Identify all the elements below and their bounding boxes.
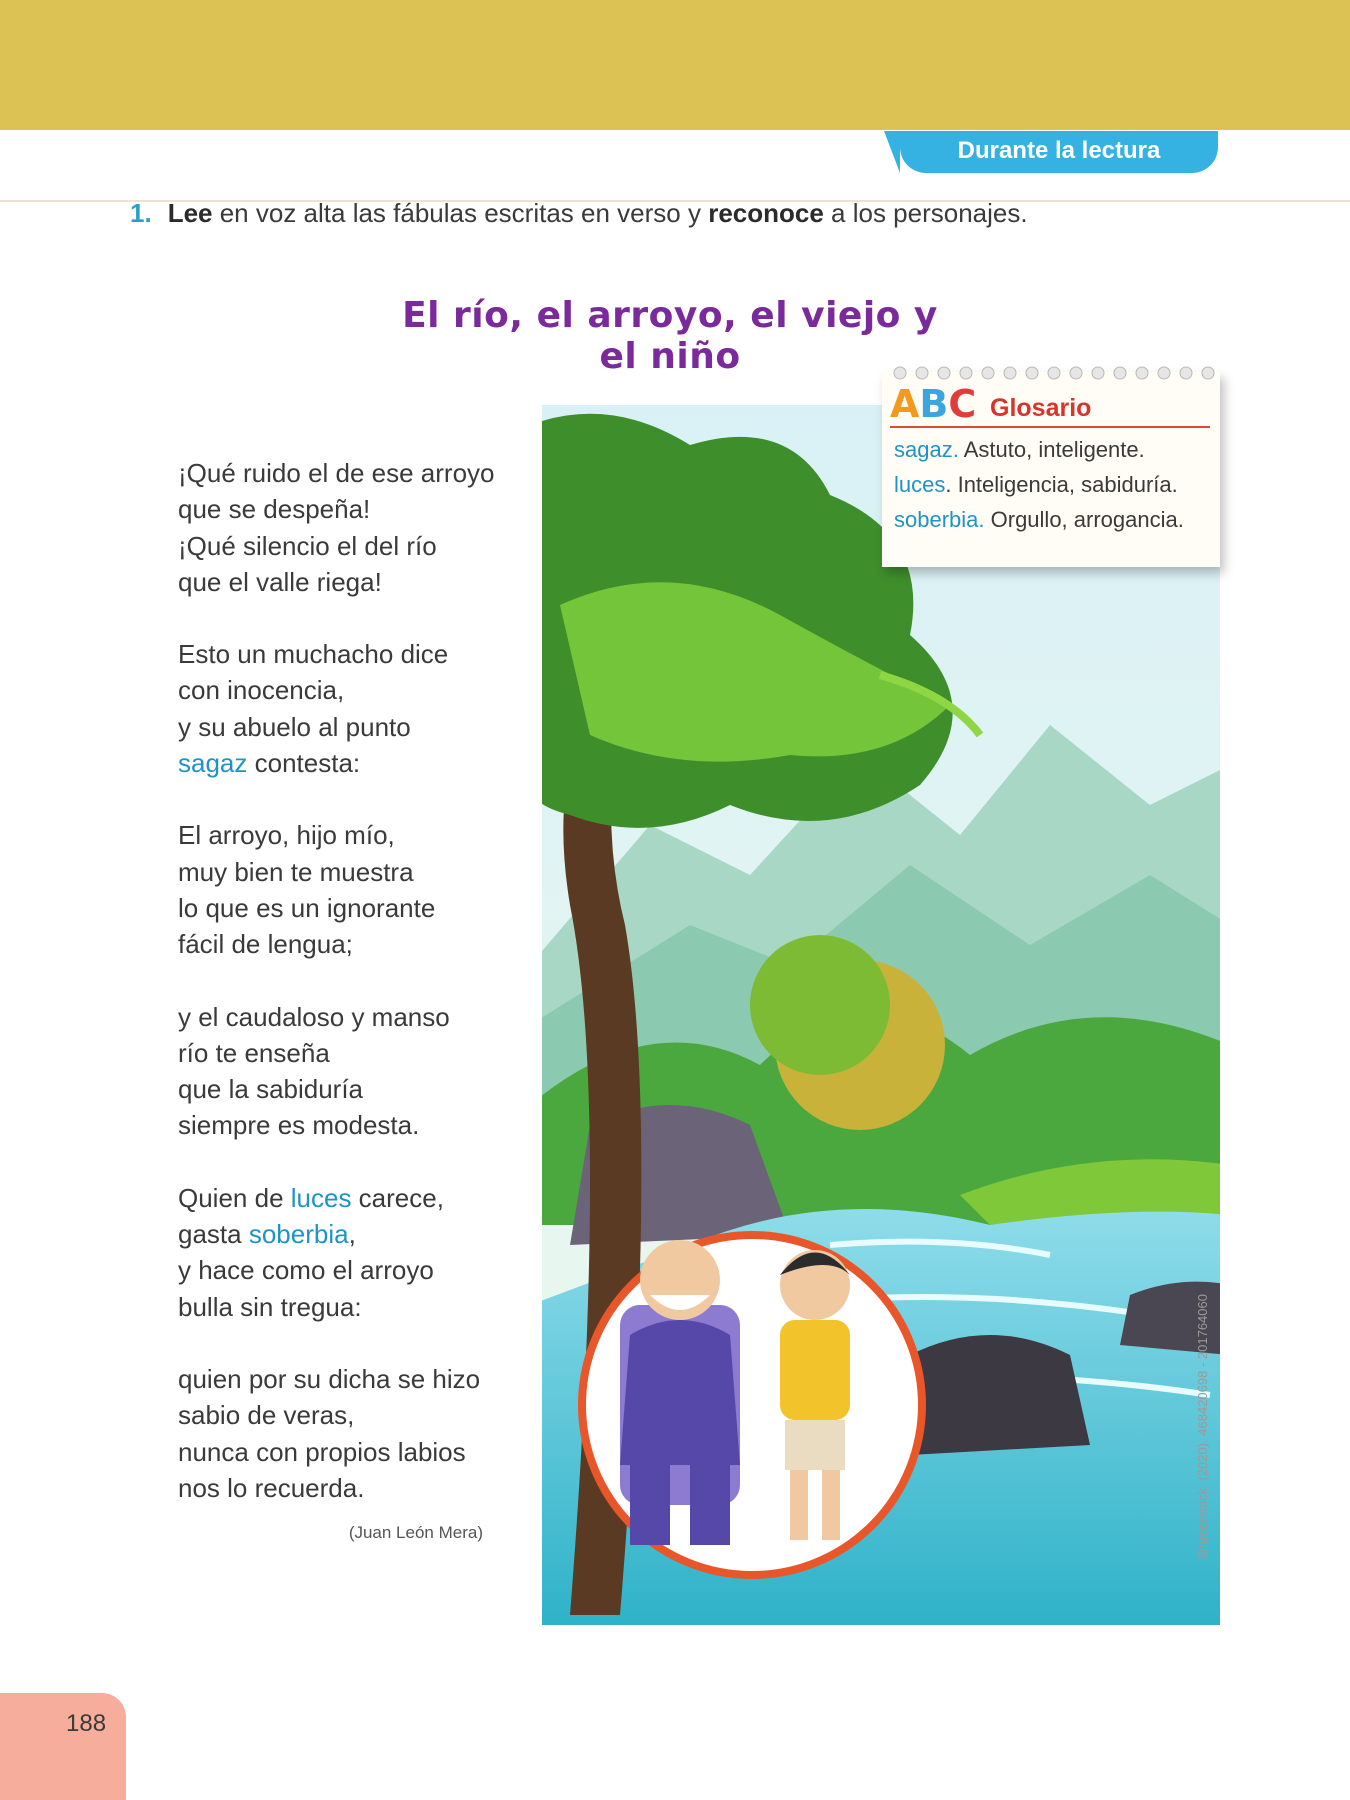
poem-line: y hace como el arroyo <box>178 1255 434 1286</box>
keyword-sagaz: sagaz <box>178 748 248 779</box>
glossary-definition: . Inteligencia, sabiduría. <box>945 472 1178 497</box>
poem-title: El río, el arroyo, el viejo y el niño <box>402 295 938 377</box>
stanza-3 <box>178 817 518 962</box>
instruction-text-2: a los personajes. <box>823 198 1028 228</box>
poem-line: que se despeña! <box>178 494 371 525</box>
section-tab: Durante la lectura <box>900 131 1218 173</box>
poem-line: quien por su dicha se hizo <box>178 1363 481 1394</box>
poem-line: sagaz contesta: <box>178 748 361 779</box>
poem-line: bulla sin tregua: <box>178 1291 362 1322</box>
instruction-verb-lee: Lee <box>167 198 213 228</box>
river-rock-right <box>1120 1282 1230 1355</box>
poem-line: ¡Qué silencio el del río <box>178 530 437 561</box>
poem-line: que el valle riega! <box>178 566 382 597</box>
keyword-soberbia: soberbia <box>248 1219 349 1250</box>
river-landscape-illustration <box>530 405 1230 1625</box>
stanza-6 <box>178 1361 518 1506</box>
poem-line: con inocencia, <box>178 675 345 706</box>
poem-line: fácil de lengua; <box>178 929 353 960</box>
poem-line: muy bien te muestra <box>178 856 414 887</box>
poem-author: (Juan León Mera) <box>348 1523 483 1542</box>
page-number-tab <box>0 1693 126 1800</box>
poem-line: siempre es modesta. <box>178 1110 420 1141</box>
poem-line: Esto un muchacho dice <box>178 639 449 670</box>
instruction-text-1: en voz alta las fábulas escritas en verso y <box>212 198 709 228</box>
poem-line: gasta soberbia, <box>178 1219 356 1250</box>
keyword-luces: luces <box>290 1182 352 1213</box>
glossary-term: sagaz. <box>894 437 959 462</box>
glossary-definition: Orgullo, arrogancia. <box>984 507 1184 532</box>
poem-line: nunca con propios labios <box>178 1436 466 1467</box>
glossary-entries <box>894 432 1184 537</box>
river-rock <box>910 1335 1090 1455</box>
poem-line: El arroyo, hijo mío, <box>178 820 395 851</box>
abc-logo: ABC <box>890 382 977 426</box>
glossary-entry <box>894 502 1184 537</box>
glossary-term: soberbia. <box>894 507 985 532</box>
poem-line: río te enseña <box>178 1037 330 1068</box>
glossary-card <box>882 372 1220 567</box>
instruction-number: 1. <box>130 198 152 228</box>
page-number: 188 <box>66 1710 107 1737</box>
glossary-entry <box>894 467 1184 502</box>
poem-line: y el caudaloso y manso <box>178 1001 450 1032</box>
stanza-5 <box>178 1180 518 1325</box>
top-color-band <box>0 0 1350 130</box>
poem-body <box>178 455 518 1542</box>
poem-line: lo que es un ignorante <box>178 892 436 923</box>
poem-line: que la sabiduría <box>178 1074 364 1105</box>
poem-line: y su abuelo al punto <box>178 711 411 742</box>
poem-line: ¡Qué ruido el de ese arroyo <box>178 458 495 488</box>
instruction <box>130 198 1028 229</box>
poem-line: sabio de veras, <box>178 1400 355 1431</box>
glossary-header <box>890 382 1210 428</box>
glossary-term: luces <box>894 472 946 497</box>
glossary-title: Glosario <box>990 394 1092 422</box>
stanza-2 <box>178 636 518 781</box>
image-credit: Shutterstock. (2020). 468420698 - 201764060 <box>1195 1294 1210 1560</box>
stanza-4 <box>178 999 518 1144</box>
instruction-verb-reconoce: reconoce <box>708 198 824 228</box>
spiral-rings <box>890 366 1220 380</box>
glossary-entry <box>894 432 1184 467</box>
stanza-1 <box>178 455 518 600</box>
green-tree <box>750 935 890 1075</box>
glossary-definition: Astuto, inteligente. <box>958 437 1145 462</box>
poem-line: Quien de luces carece, <box>178 1182 444 1213</box>
poem-line: nos lo recuerda. <box>178 1472 365 1503</box>
